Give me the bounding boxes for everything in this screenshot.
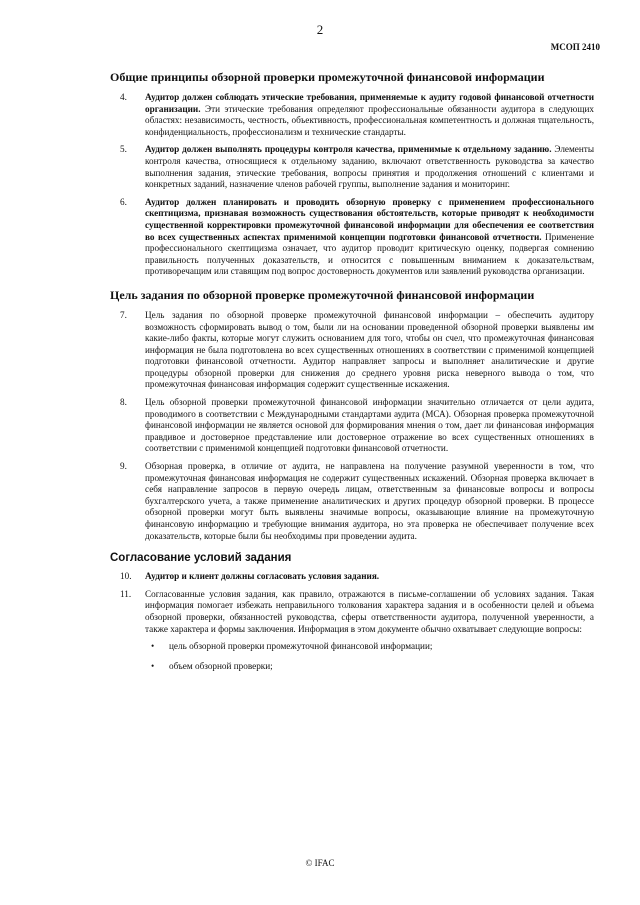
requirement-text: Аудитор и клиент должны согласовать условия задания. [145,571,380,582]
paragraph-text [145,197,594,278]
explanatory-text: Применение профессионального скептицизма означает, что аудитор проводит критическую оценку, подвергая сомнению правильность полученных доказательств, и относится с повышенным вниманием к доказательствам, противоречащим или ставящим под вопрос достоверность документов или заявлений руководства организации. [145,231,594,277]
requirement-text: Аудитор должен планировать и проводить обзорную проверку с применением профессионального скептицизма, признавая возможность существования обстоятельств, которые приводят к необходимости существенной корректировки промежуточной финансовой информации для обеспечения ее соответствия во всех существенных аспектах применимой концепции подготовки финансовой отчетности. [145,196,594,242]
paragraph-5 [110,144,594,190]
list-item-text: объем обзорной проверки; [169,660,273,671]
paragraph-text: Обзорная проверка, в отличие от аудита, не направлена на получение разумной уверенности в том, что промежуточная финансовая информация не содержит существенных искажений. Обзорная проверка включает в себя направление запросов в первую очередь лицам, ответственным за финансовые вопросы и вопросы бухгалтерского учета, а также применение аналитических и других процедур обзорной проверки. В процессе обзорной проверки могут быть выявлены значимые вопросы, оказывающие влияние на промежуточную финансовую информацию и требующие внимания аудитора, но эта проверка не обеспечивает получение всех доказательств, которые были бы необходимы при проведении аудита. [145,461,594,541]
paragraph-text [145,92,594,138]
document-body [110,70,594,680]
paragraph-11 [110,589,594,635]
paragraph-number: 11. [120,588,132,599]
paragraph-number: 10. [120,571,132,582]
paragraph-number: 7. [120,309,127,320]
paragraph-text: Цель обзорной проверки промежуточной финансовой информации значительно отличается от цели аудита, проводимого в соответствии с Международными стандартами аудита (МСА). Обзорная проверка промежуточной финансовой информации не является основой для формирования мнения о том, дает ли финансовая информация правдивое и достоверное представление или достоверное отражение во всех существенных отношениях в соответствии с применимой концепцией подготовки финансовой отчетности. [145,397,594,454]
paragraph-9 [110,461,594,542]
requirement-text: Аудитор должен выполнять процедуры контроля качества, применимые к отдельному заданию. [145,144,552,155]
section-title-engagement-terms: Согласование условий задания [110,552,292,565]
paragraph-text [145,571,594,583]
bullet-icon: • [151,641,155,652]
list-item [145,641,594,653]
paragraph-6 [110,197,594,278]
explanatory-text: Элементы контроля качества, относящиеся к отдельному заданию, включают ответственность руководства за качество выполнения задания, этические требования, вопросы принятия и продолжения отношений с клиентами и конкретных заданий, назначение членов рабочей группы, выполнение задания и мониторинг. [145,144,594,190]
section-title-objective: Цель задания по обзорной проверке промежуточной финансовой информации [110,287,535,302]
paragraph-number: 6. [120,196,127,207]
paragraph-7 [110,310,594,391]
footer-copyright: © IFAC [305,858,335,868]
page-number: 2 [316,22,324,37]
explanatory-text: Эти этические требования определяют профессиональные обязанности аудитора в следующих областях: независимость, честность, объективность, профессиональная компетентность и должная тщательность, конфиденциальность, профессионализм и технические стандарты. [145,103,594,137]
paragraph-text [145,144,594,190]
paragraph-text: Цель задания по обзорной проверке промежуточной финансовой информации – обеспечить аудитору возможность сформировать вывод о том, были ли на основании проведенной обзорной проверки выявлены им какие-либо факты, которые могут служить основанием для того, чтобы он счел, что промежуточная финансовая информация не была подготовлена во всех существенных отношениях в соответствии с применимой концепцией подготовки финансовой отчетности. Аудитор направляет запросы и выполняет аналитические и другие процедуры обзорной проверки для снижения до среднего уровня риска неверного вывода о том, что промежуточная финансовая информация содержит существенные искажения. [145,309,594,390]
paragraph-text: Согласованные условия задания, как правило, отражаются в письме-соглашении об условиях задания. Такая информация помогает избежать неправильного толкования характера задания и в особенности целей и объема обзорной проверки, обязанностей руководства, сферы ответственности аудитора, полученной уверенности, а также характера и формы заключения. Информация в этом документе обычно охватывает следующие вопросы: [145,588,594,634]
section-title-general-principles: Общие принципы обзорной проверки промежуточной финансовой информации [110,70,545,84]
document-code: МСОП 2410 [550,42,600,52]
paragraph-10 [110,571,594,583]
paragraph-number: 4. [120,92,127,102]
list-item-text: цель обзорной проверки промежуточной финансовой информации; [169,641,433,652]
bullet-list [145,641,594,672]
paragraph-number: 8. [120,397,127,408]
paragraph-8 [110,397,594,455]
paragraph-number: 5. [120,144,127,155]
paragraph-4 [110,92,594,138]
bullet-icon: • [151,660,155,671]
paragraph-number: 9. [120,461,127,472]
list-item [145,661,594,673]
requirement-text: Аудитор должен соблюдать этические требования, применяемые к аудиту годовой финансовой отчетности организации. [145,92,594,114]
